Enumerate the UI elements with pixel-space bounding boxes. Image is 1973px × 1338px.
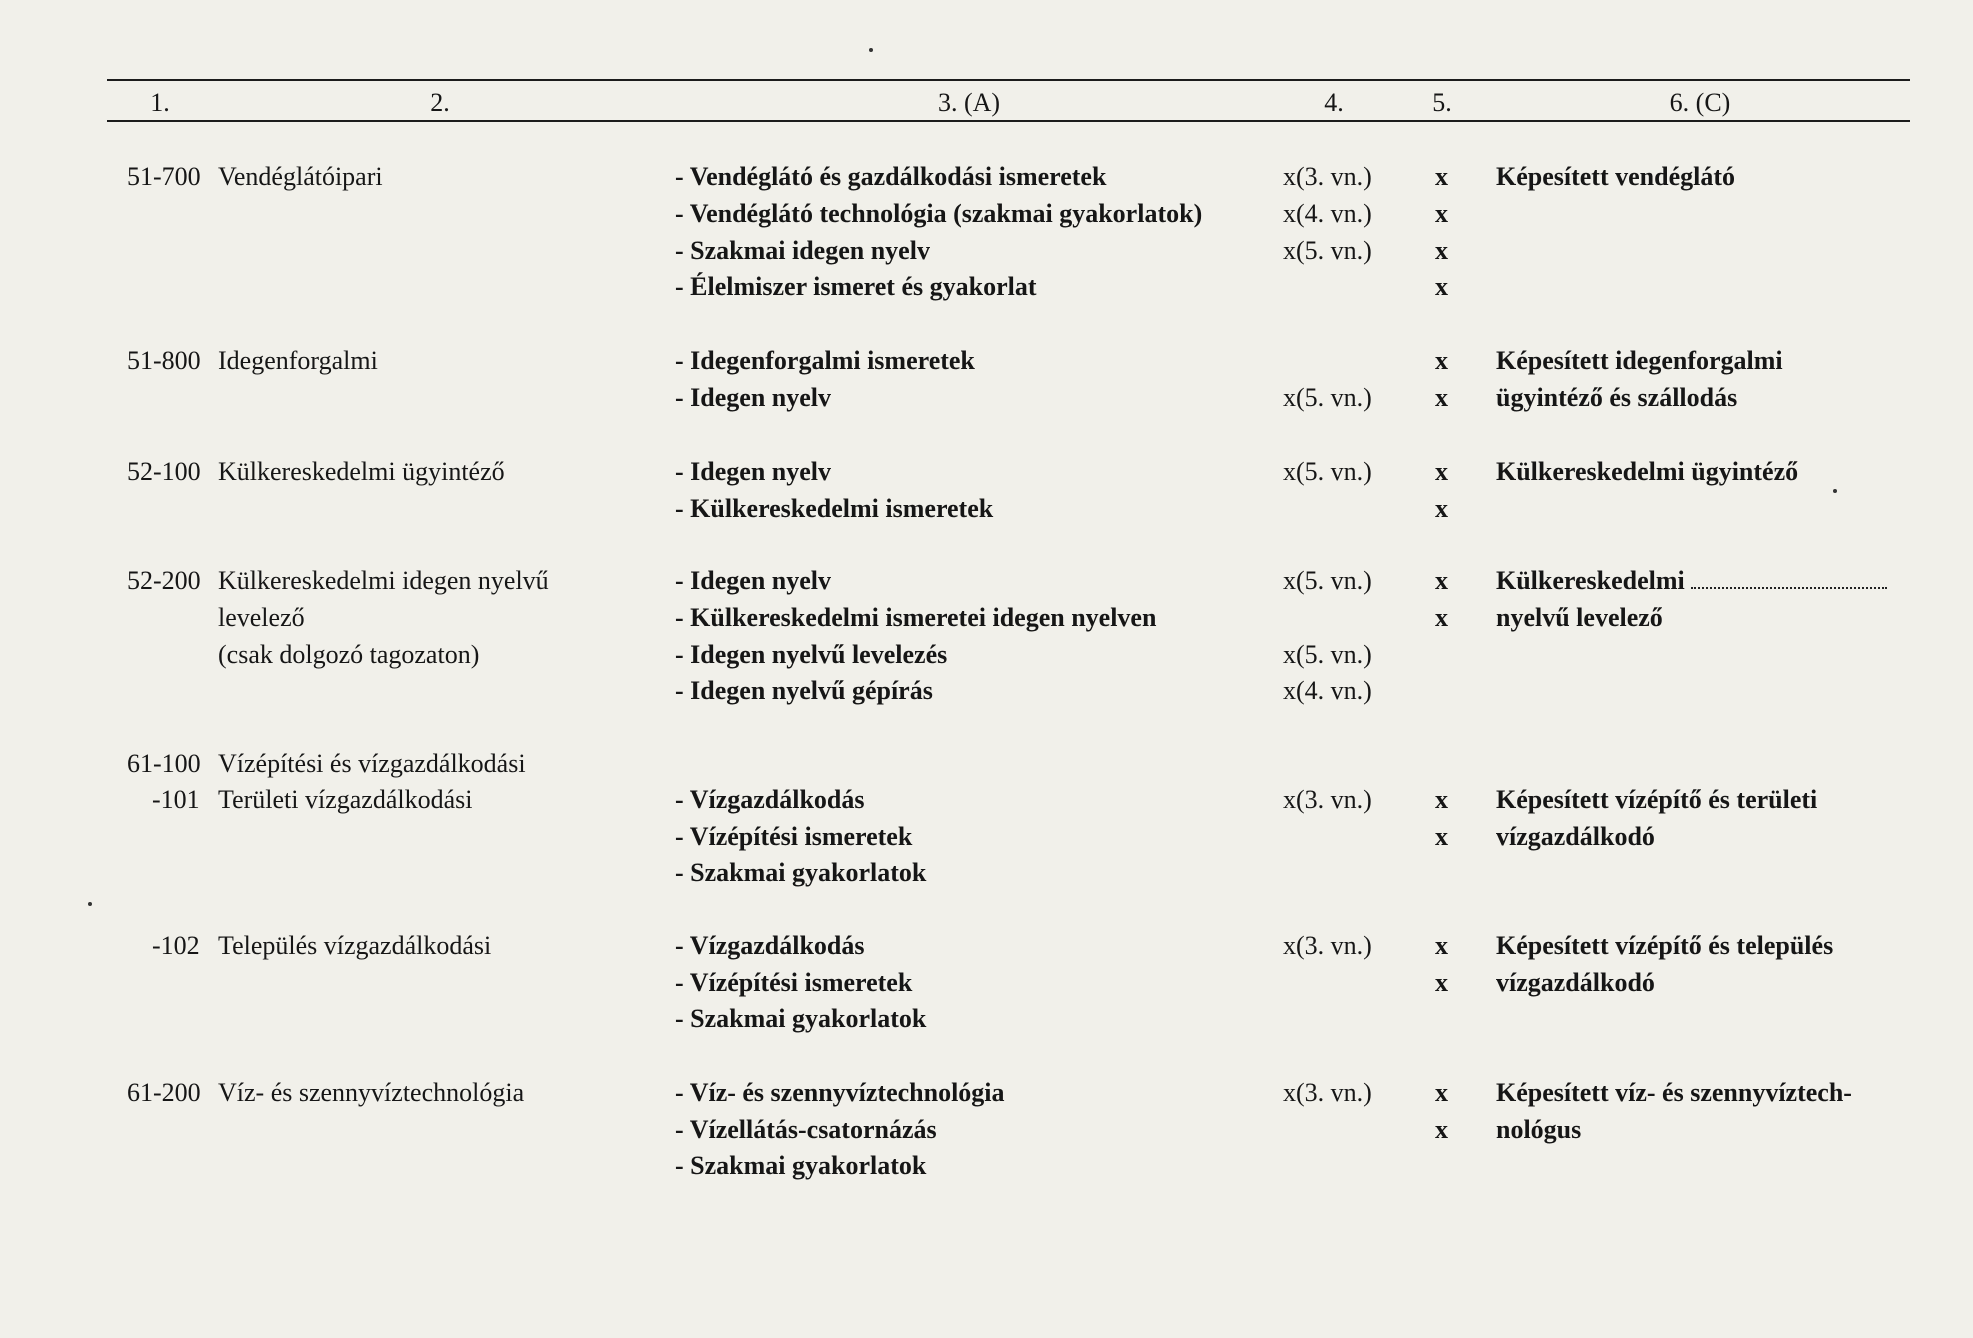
row-subject: - Élelmiszer ismeret és gyakorlat <box>675 272 1037 301</box>
row-mark: x <box>1435 968 1448 997</box>
row-mark: x <box>1435 822 1448 851</box>
row-qualification: Képesített vízépítő és területi <box>1496 785 1818 814</box>
row-qualification: Képesített víz- és szennyvíztech- <box>1496 1078 1852 1107</box>
row-mark: x <box>1435 1078 1448 1107</box>
row-mark: x <box>1435 162 1448 191</box>
row-occupation-name: Víz- és szennyvíztechnológia <box>218 1078 525 1107</box>
row-mark: x <box>1435 931 1448 960</box>
row-code: 61-200 <box>127 1078 201 1107</box>
row-code: 51-800 <box>127 346 201 375</box>
row-mark: x <box>1435 236 1448 265</box>
row-mark: x <box>1435 346 1448 375</box>
row-exam: x(5. vn.) <box>1283 383 1372 412</box>
column-header-1: 1. <box>150 88 170 117</box>
row-exam: x(4. vn.) <box>1283 199 1372 228</box>
row-qualification: vízgazdálkodó <box>1496 968 1655 997</box>
row-occupation-name: levelező <box>218 603 305 632</box>
row-qualification: Képesített idegenforgalmi <box>1496 346 1783 375</box>
row-mark: x <box>1435 1115 1448 1144</box>
row-subject: - Idegenforgalmi ismeretek <box>675 346 975 375</box>
row-exam: x(5. vn.) <box>1283 457 1372 486</box>
row-subject: - Vendéglátó és gazdálkodási ismeretek <box>675 162 1107 191</box>
row-subject: - Szakmai gyakorlatok <box>675 1004 927 1033</box>
row-exam: x(5. vn.) <box>1283 236 1372 265</box>
row-subject: - Külkereskedelmi ismeretek <box>675 494 994 523</box>
row-code: 52-100 <box>127 457 201 486</box>
row-subject: - Idegen nyelv <box>675 457 831 486</box>
column-header-4: 4. <box>1324 88 1344 117</box>
row-mark: x <box>1435 199 1448 228</box>
row-subject: - Vendéglátó technológia (szakmai gyakorlatok) <box>675 199 1203 228</box>
row-code: 51-700 <box>127 162 201 191</box>
row-exam: x(3. vn.) <box>1283 1078 1372 1107</box>
row-occupation-name: Vízépítési és vízgazdálkodási <box>218 749 526 778</box>
row-qualification: nyelvű levelező <box>1496 603 1663 632</box>
row-qualification: ügyintéző és szállodás <box>1496 383 1738 412</box>
row-occupation-name: Külkereskedelmi ügyintéző <box>218 457 505 486</box>
row-exam: x(3. vn.) <box>1283 785 1372 814</box>
row-occupation-name: Külkereskedelmi idegen nyelvű <box>218 566 549 595</box>
row-subject: - Idegen nyelv <box>675 383 831 412</box>
row-code: 52-200 <box>127 566 201 595</box>
row-exam: x(5. vn.) <box>1283 640 1372 669</box>
row-exam: x(3. vn.) <box>1283 162 1372 191</box>
row-subject: - Szakmai gyakorlatok <box>675 858 927 887</box>
row-subject: - Idegen nyelvű gépírás <box>675 676 933 705</box>
row-subject: - Szakmai idegen nyelv <box>675 236 930 265</box>
row-subject: - Vízépítési ismeretek <box>675 822 913 851</box>
row-subject: - Vízépítési ismeretek <box>675 968 913 997</box>
scan-speck <box>1833 489 1837 493</box>
row-subject: - Szakmai gyakorlatok <box>675 1151 927 1180</box>
row-exam: x(4. vn.) <box>1283 676 1372 705</box>
row-subject: - Vízellátás-csatornázás <box>675 1115 937 1144</box>
row-mark: x <box>1435 457 1448 486</box>
row-subject: - Idegen nyelvű levelezés <box>675 640 948 669</box>
scan-speck <box>88 902 92 906</box>
row-occupation-name: Idegenforgalmi <box>218 346 378 375</box>
row-qualification: Külkereskedelmi ügyintéző <box>1496 457 1799 486</box>
row-qualification: vízgazdálkodó <box>1496 822 1655 851</box>
row-subject: - Külkereskedelmi ismeretei idegen nyelven <box>675 603 1157 632</box>
row-subject: - Víz- és szennyvíztechnológia <box>675 1078 1005 1107</box>
column-header-6: 6. (C) <box>1669 88 1731 117</box>
row-occupation-name: Területi vízgazdálkodási <box>218 785 473 814</box>
row-occupation-name: Település vízgazdálkodási <box>218 931 492 960</box>
row-subject: - Vízgazdálkodás <box>675 785 865 814</box>
row-code: -102 <box>152 931 200 960</box>
row-subject: - Idegen nyelv <box>675 566 831 595</box>
row-qualification: nológus <box>1496 1115 1582 1144</box>
row-qualification: Képesített vendéglátó <box>1496 162 1736 191</box>
row-qualification: Külkereskedelmi <box>1496 566 1887 596</box>
row-mark: x <box>1435 272 1448 301</box>
column-header-2: 2. <box>430 88 450 117</box>
dotted-leader <box>1691 567 1887 589</box>
row-mark: x <box>1435 603 1448 632</box>
row-code: -101 <box>152 785 200 814</box>
table-top-rule <box>107 79 1910 81</box>
row-exam: x(3. vn.) <box>1283 931 1372 960</box>
row-mark: x <box>1435 383 1448 412</box>
row-qualification: Képesített vízépítő és település <box>1496 931 1834 960</box>
header-bottom-rule <box>107 120 1910 122</box>
row-mark: x <box>1435 566 1448 595</box>
row-subject: - Vízgazdálkodás <box>675 931 865 960</box>
row-occupation-name: (csak dolgozó tagozaton) <box>218 640 480 669</box>
column-header-5: 5. <box>1432 88 1452 117</box>
row-code: 61-100 <box>127 749 201 778</box>
column-header-3: 3. (A) <box>937 88 1001 117</box>
scan-speck <box>869 48 873 52</box>
row-mark: x <box>1435 785 1448 814</box>
row-exam: x(5. vn.) <box>1283 566 1372 595</box>
row-occupation-name: Vendéglátóipari <box>218 162 383 191</box>
row-mark: x <box>1435 494 1448 523</box>
